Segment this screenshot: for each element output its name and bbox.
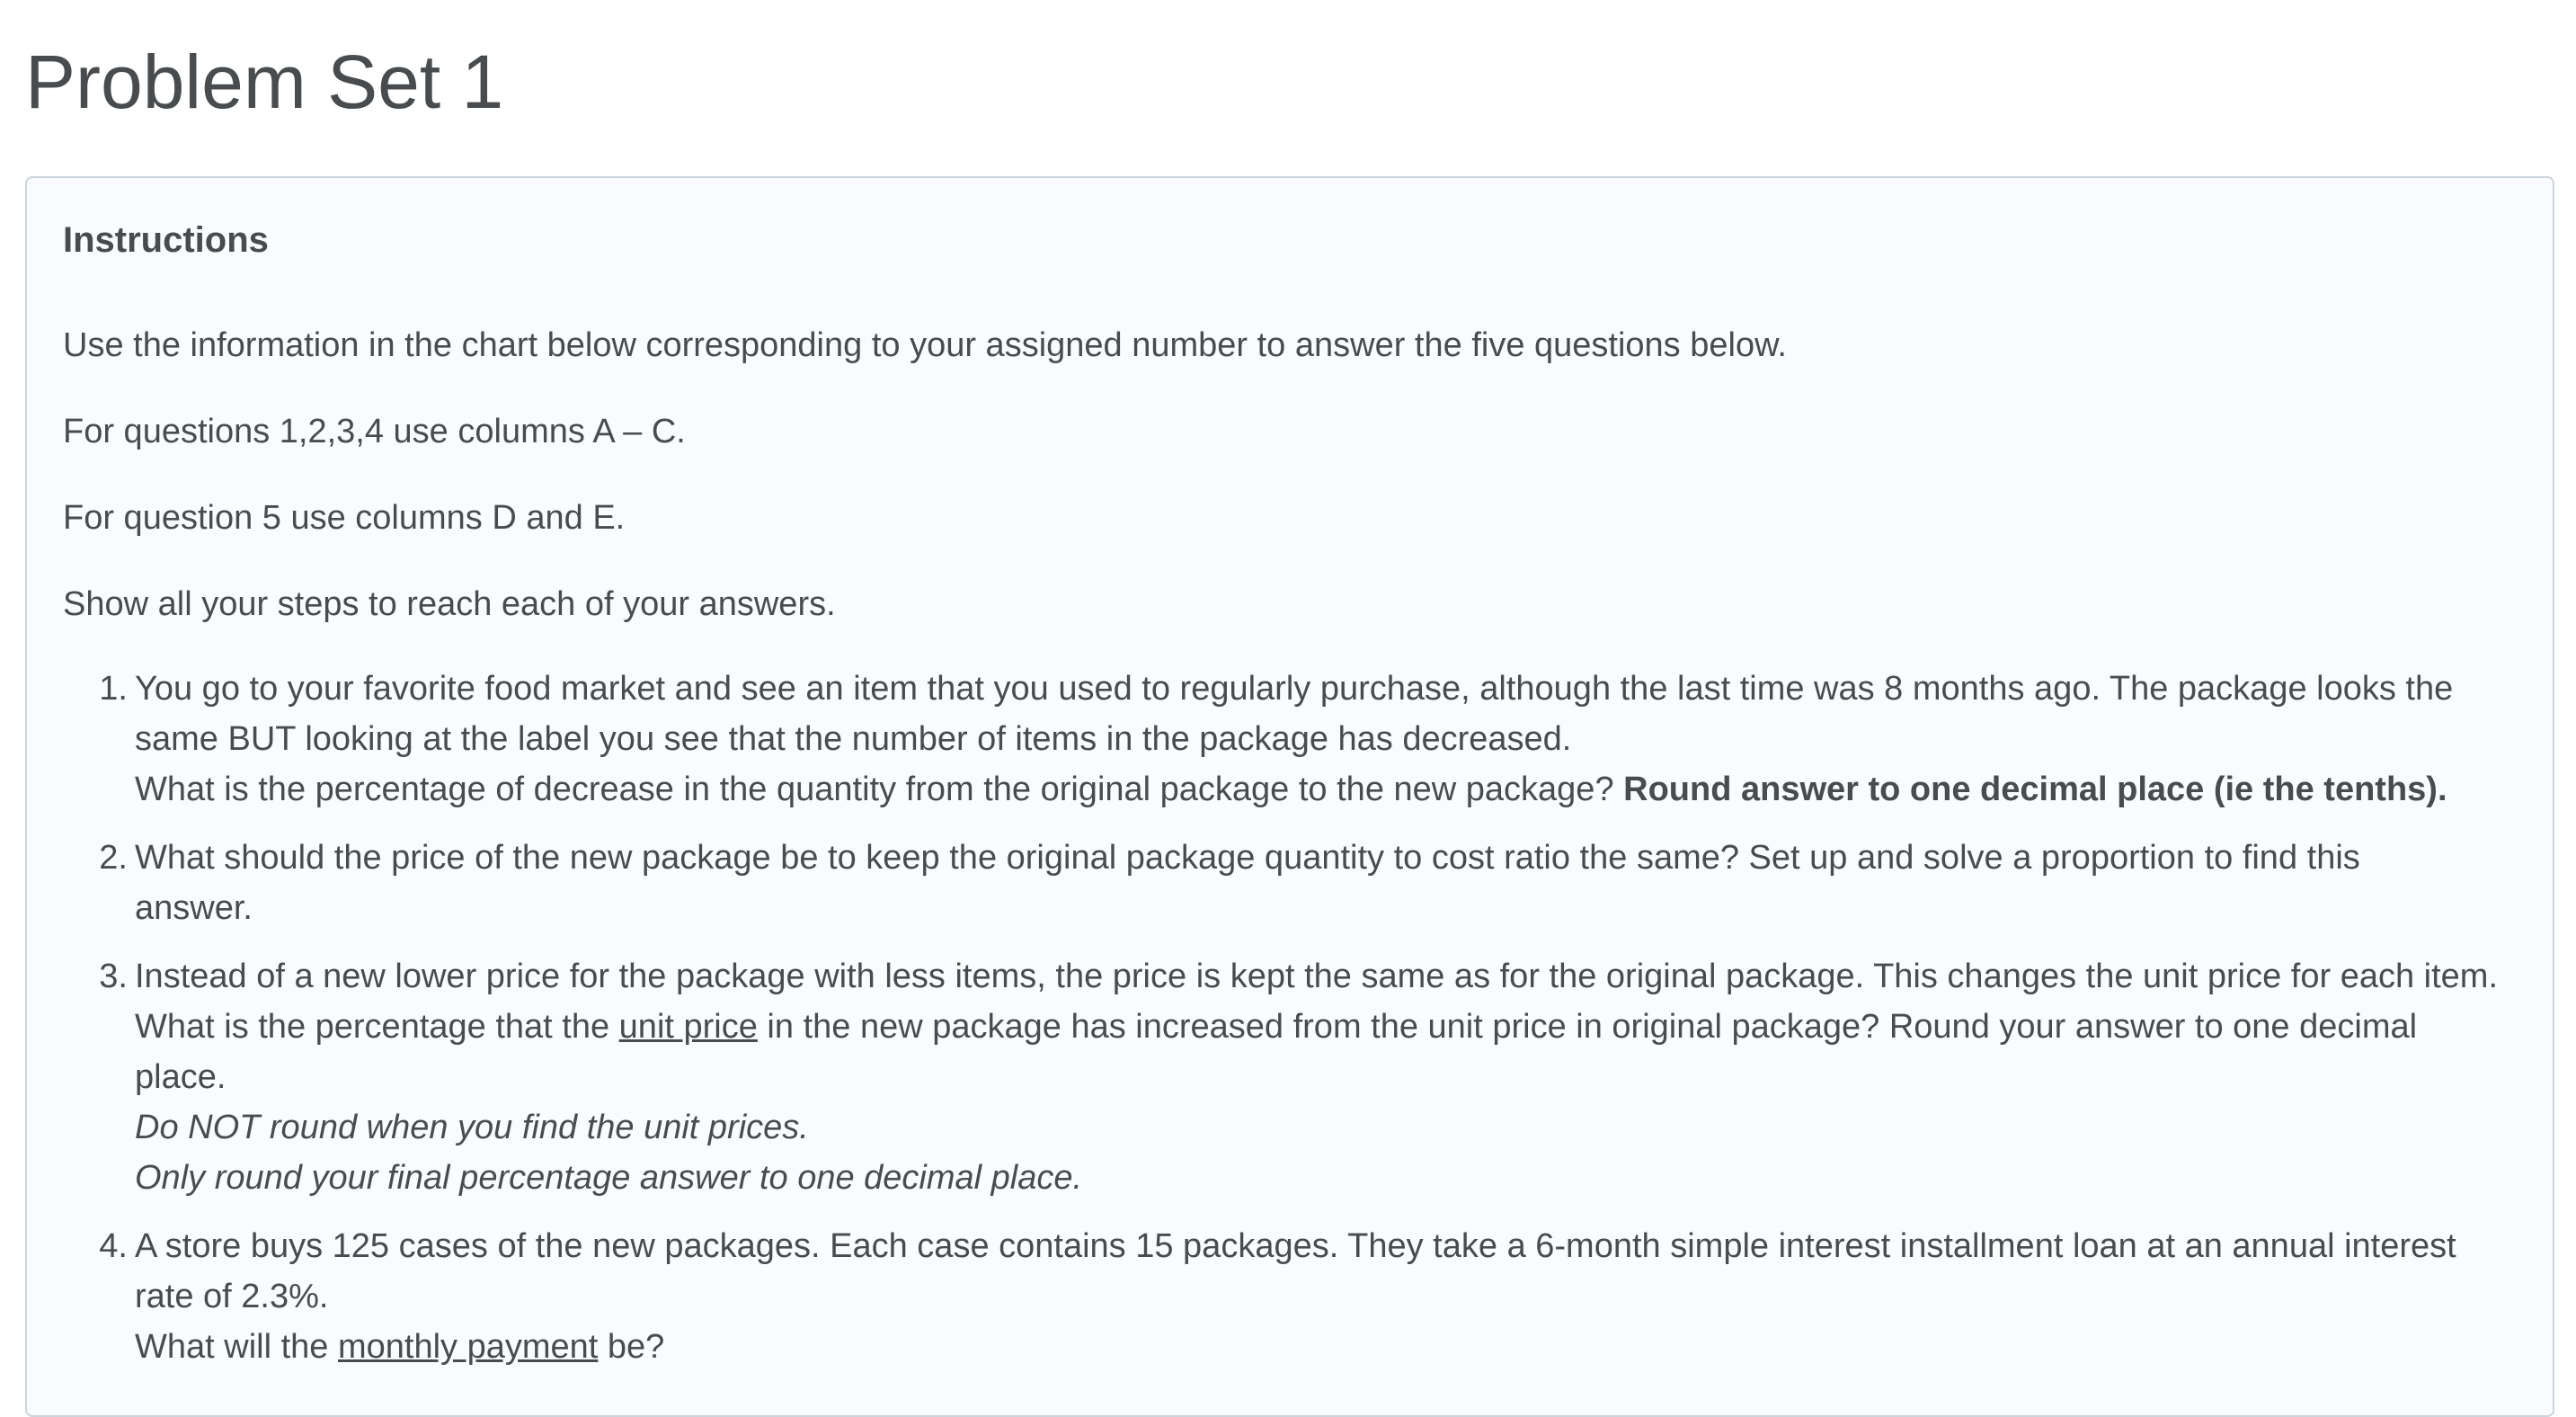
question-item [63,1221,2553,1372]
question-text-part: What is the percentage that the [135,1008,619,1046]
question-item [63,951,2553,1203]
italic-note: Only round your final percentage answer to one decimal place. [135,1159,1083,1197]
question-list [63,664,2553,1390]
underlined-term: unit price [618,1008,758,1046]
instruction-paragraph: For questions 1,2,3,4 use columns A – C. [63,413,686,450]
question-item [63,664,2553,815]
instructions-panel [25,176,2554,1417]
question-text-part: What will the [135,1328,338,1366]
question-text: same BUT looking at the label you see that the number of items in the package has decreased. [135,720,1572,758]
question-text-part: What is the percentage of decrease in the quantity from the original package to the new package? [135,771,1624,808]
question-number: 1. [99,670,128,708]
question-text: rate of 2.3%. [135,1278,329,1315]
question-text-part: be? [598,1328,665,1366]
question-text-part: in the new package has increased from the unit price in original package? Round your answer to one decimal [757,1008,2418,1046]
instruction-paragraph: For question 5 use columns D and E. [63,499,626,537]
question-text: place. [135,1058,227,1096]
question-number: 4. [99,1227,128,1265]
page-title: Problem Set 1 [25,40,504,124]
underlined-term: monthly payment [337,1328,599,1366]
question-number: 2. [99,839,128,877]
instruction-paragraph: Show all your steps to reach each of your answers. [63,585,836,623]
question-text: You go to your favorite food market and see an item that you used to regularly purchase, although the last time was 8 months ago. The package looks the [135,670,2454,708]
question-text [135,764,2553,815]
instruction-paragraph: Use the information in the chart below corresponding to your assigned number to answer the five questions below. [63,326,1787,364]
question-text: answer. [135,889,253,927]
question-text: Instead of a new lower price for the package with less items, the price is kept the same as for the original package. This changes the unit price for each item. [135,958,2498,995]
rounding-instruction: Round answer to one decimal place (ie the tenths). [1623,771,2447,808]
italic-note: Do NOT round when you find the unit prices. [135,1109,809,1146]
question-text [135,1322,2553,1372]
question-number: 3. [99,958,128,995]
question-text [135,1002,2553,1052]
question-text: What should the price of the new package be to keep the original package quantity to cost ratio the same? Set up and solve a proportion to find this [135,839,2360,877]
instructions-heading: Instructions [63,220,269,260]
question-text: A store buys 125 cases of the new packages. Each case contains 15 packages. They take a 6-month simple interest installment loan at an annual interest [135,1227,2456,1265]
question-item [63,833,2553,933]
